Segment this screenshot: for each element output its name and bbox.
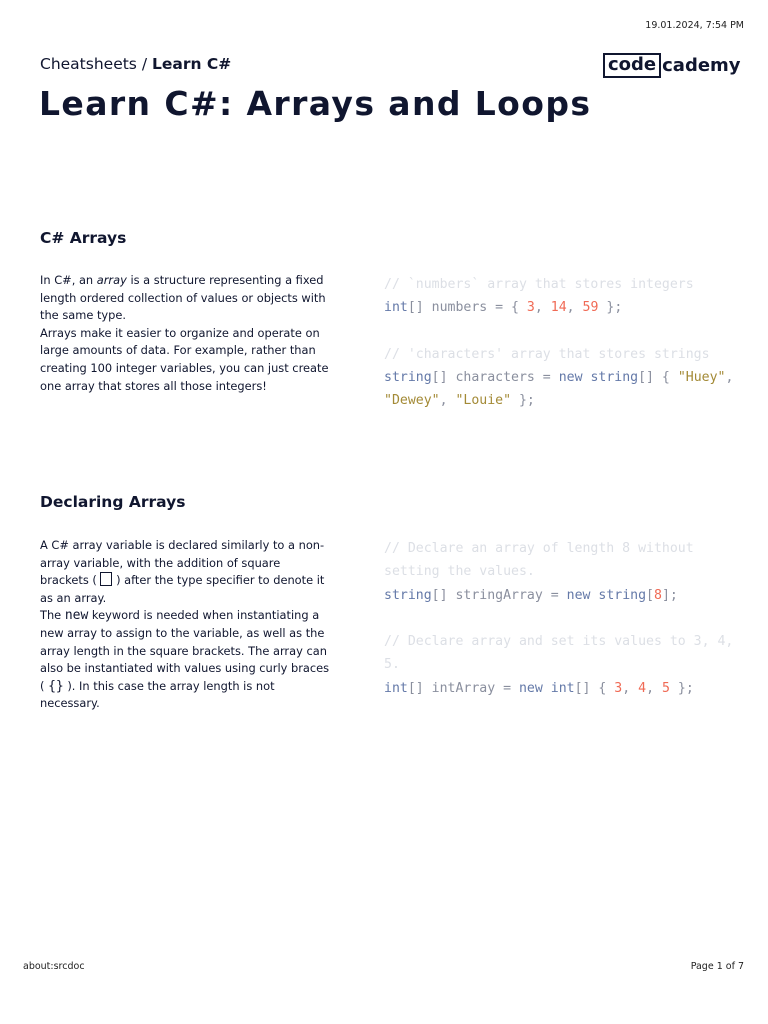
code-token-plain: , bbox=[622, 680, 639, 696]
code-token-plain: }; bbox=[669, 680, 694, 696]
description-paragraph: Arrays make it easier to organize and operate on large amounts of data. For example, rather than creating 100 integer variables, you can just create one array that stores all those integers! bbox=[40, 325, 329, 393]
code-line bbox=[384, 366, 742, 413]
section-description-declaring-arrays bbox=[40, 537, 332, 713]
code-line bbox=[384, 630, 742, 677]
logo-cursor bbox=[655, 76, 661, 78]
section-description-csharp-arrays bbox=[40, 272, 332, 395]
code-line bbox=[384, 677, 734, 700]
description-paragraph: A C# array variable is declared similarly to a non-array variable, with the addition of square brackets ( ) after the type specifier to denote it as an array. bbox=[40, 538, 325, 605]
code-line bbox=[384, 320, 734, 343]
code-token-comment: // `numbers` array that stores integers bbox=[384, 277, 694, 292]
code-line bbox=[384, 343, 734, 366]
code-block-declaring-arrays bbox=[384, 537, 742, 700]
code-token-plain: [ bbox=[646, 587, 654, 603]
code-token-num: 59 bbox=[582, 300, 599, 316]
code-token-plain: [] intArray = bbox=[407, 680, 519, 696]
code-token-kw: new bbox=[558, 370, 583, 386]
logo-text: cademy bbox=[661, 55, 740, 76]
print-url: about:srcdoc bbox=[23, 961, 85, 972]
inline-code-braces: {} bbox=[48, 678, 64, 694]
code-token-str: "Louie" bbox=[455, 393, 512, 409]
code-token-kw: int bbox=[384, 680, 408, 696]
code-token-kw: string bbox=[384, 370, 432, 386]
code-line bbox=[384, 584, 734, 607]
code-token-plain: [] numbers = { bbox=[407, 300, 527, 316]
code-token-kw: new bbox=[566, 587, 591, 603]
code-token-plain: ]; bbox=[661, 587, 678, 603]
section-title-csharp-arrays: C# Arrays bbox=[40, 229, 127, 247]
code-token-kw: int bbox=[550, 680, 575, 696]
section-title-declaring-arrays: Declaring Arrays bbox=[40, 493, 186, 511]
breadcrumb bbox=[40, 55, 231, 73]
code-token-num: 4 bbox=[638, 680, 647, 696]
code-token-str: "Huey" bbox=[677, 370, 726, 386]
code-token-kw: new bbox=[518, 680, 543, 696]
code-token-num: 8 bbox=[654, 587, 662, 603]
code-token-comment: // 'characters' array that stores strings bbox=[384, 346, 710, 362]
code-token-plain: [] { bbox=[638, 370, 678, 386]
print-datetime: 19.01.2024, 7:54 PM bbox=[645, 20, 744, 31]
code-line bbox=[384, 537, 734, 584]
code-token-num: 14 bbox=[550, 300, 567, 316]
code-token-num: 3 bbox=[614, 680, 623, 696]
code-line bbox=[384, 607, 734, 630]
code-token-plain: , bbox=[646, 680, 662, 696]
page-title: Learn C#: Arrays and Loops bbox=[39, 84, 592, 123]
code-token-plain: , bbox=[566, 300, 583, 316]
square-brackets-glyph bbox=[100, 572, 112, 586]
code-token-plain: , bbox=[725, 370, 742, 386]
code-token-kw: string bbox=[598, 587, 647, 603]
code-token-kw: string bbox=[384, 587, 432, 603]
code-token-plain: , bbox=[534, 300, 551, 316]
code-token-num: 5 bbox=[661, 680, 670, 696]
logo-boxed-text: code bbox=[603, 53, 661, 78]
code-token-plain: [] characters = bbox=[431, 370, 559, 386]
breadcrumb-link-cheatsheets[interactable]: Cheatsheets bbox=[40, 55, 137, 73]
code-token-plain: [] { bbox=[574, 680, 615, 696]
description-paragraph: In C#, an array is a structure representing a fixed length ordered collection of values or objects with the same type. bbox=[40, 273, 326, 323]
code-token-plain: }; bbox=[598, 300, 623, 316]
code-line bbox=[384, 273, 734, 296]
code-token-comment: // Declare array and set its values to 3, 4, 5. bbox=[384, 634, 742, 673]
code-token-plain: , bbox=[439, 393, 456, 409]
inline-code-new: new bbox=[64, 608, 89, 624]
code-token-str: "Dewey" bbox=[384, 393, 440, 409]
code-line bbox=[384, 296, 734, 319]
code-token-plain: [] stringArray = bbox=[431, 587, 567, 603]
code-token-plain: }; bbox=[511, 393, 535, 409]
description-paragraph: The new keyword is needed when instantiating a new array to assign to the variable, as well as the array length in the square brackets. The array can also be instantiated with values using curly braces ( {} ). In this case the array length is not necessary. bbox=[40, 608, 330, 711]
breadcrumb-separator: / bbox=[136, 55, 152, 73]
code-token-num: 3 bbox=[526, 300, 535, 316]
code-token-plain bbox=[543, 681, 551, 696]
print-page-number: Page 1 of 7 bbox=[690, 961, 744, 972]
breadcrumb-current[interactable]: Learn C# bbox=[151, 55, 232, 73]
code-token-kw: string bbox=[590, 370, 639, 386]
codecademy-logo[interactable] bbox=[603, 52, 741, 78]
code-token-comment: // Declare an array of length 8 without setting the values. bbox=[384, 541, 702, 580]
code-token-kw: int bbox=[384, 300, 408, 316]
code-block-csharp-arrays bbox=[384, 273, 742, 413]
